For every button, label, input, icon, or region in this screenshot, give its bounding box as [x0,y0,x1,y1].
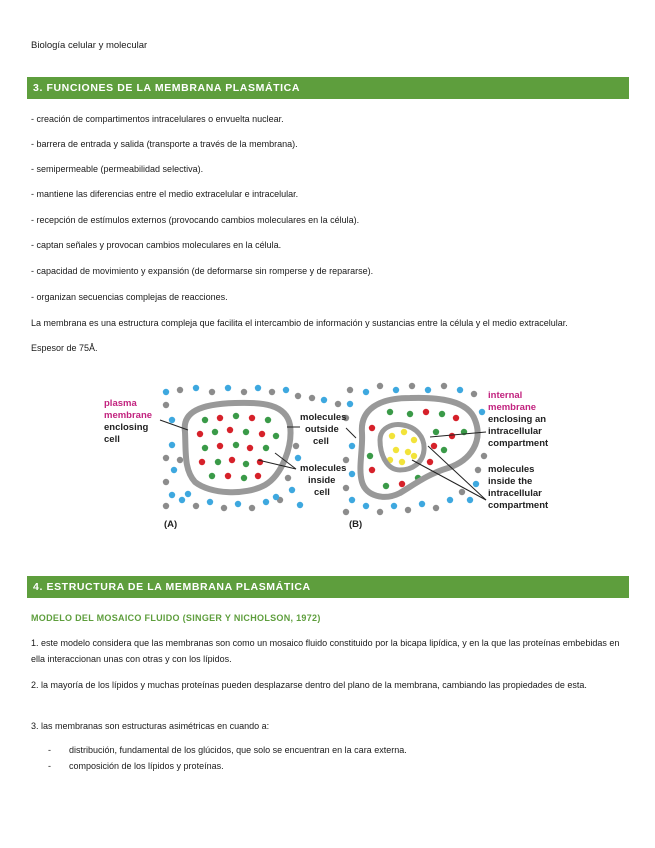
bullet-item-2: composición de los lípidos y proteínas. [69,761,224,771]
molecule-red [449,433,455,439]
molecule-blue [207,499,213,505]
molecule-gray [377,383,383,389]
molecule-green [241,475,247,481]
molecule-green [383,483,389,489]
molecule-green [243,429,249,435]
molecule-green [407,411,413,417]
function-item-1: - creación de compartimentos intracelulares o envuelta nuclear. [31,114,284,124]
molecule-gray [249,505,255,511]
molecule-blue [283,387,289,393]
molecule-gray [409,383,415,389]
molecule-red [453,415,459,421]
inside-label-2: inside [308,475,336,486]
molecule-red [225,473,231,479]
molecule-green [265,417,271,423]
molecule-blue [419,501,425,507]
molecule-red [259,431,265,437]
molecule-blue [349,471,355,477]
inside-label-3: cell [314,487,330,498]
bullet-dash-1: - [48,745,51,755]
molecule-red [255,473,261,479]
enclosing-compartment-1: enclosing an [488,414,547,425]
molecule-green [273,433,279,439]
enclosing-compartment-2: intracellular [488,426,542,437]
molecule-gray [475,467,481,473]
molecule-blue [295,455,301,461]
molecule-gray [335,401,341,407]
molecule-blue [457,387,463,393]
molecule-blue [363,503,369,509]
molecule-blue [163,389,169,395]
molecule-blue [393,387,399,393]
molecule-red [229,457,235,463]
molecule-blue [363,389,369,395]
molecule-gray [177,457,183,463]
molecule-blue [179,497,185,503]
molecule-green [233,442,239,448]
molecule-gray [377,509,383,515]
molecule-red [199,459,205,465]
function-item-3: - semipermeable (permeabilidad selectiva). [31,164,204,174]
molecule-red [369,425,375,431]
molecule-blue [289,487,295,493]
molecule-blue [235,501,241,507]
bullet-dash-2: - [48,761,51,771]
molecule-red [369,467,375,473]
molecule-green [441,447,447,453]
molecule-blue [169,492,175,498]
molecule-gray [309,395,315,401]
molecule-yellow [405,449,411,455]
molecule-green [433,429,439,435]
molecule-red [247,445,253,451]
inside-compartment-2: inside the [488,476,533,487]
molecule-green [212,429,218,435]
molecule-blue [479,409,485,415]
molecule-green [263,445,269,451]
inside-compartment-4: compartment [488,500,549,511]
function-item-6: - captan señales y provocan cambios moleculares en la célula. [31,240,282,250]
molecule-yellow [389,433,395,439]
molecule-blue [349,443,355,449]
molecule-yellow [393,447,399,453]
molecule-gray [343,509,349,515]
molecule-yellow [411,453,417,459]
molecule-green [209,473,215,479]
molecule-green [233,413,239,419]
molecule-green [202,417,208,423]
inside-label-1: molecules [300,463,347,474]
internal-label-1: internal [488,390,523,401]
molecule-gray [293,443,299,449]
molecule-blue [321,397,327,403]
inside-compartment-1: molecules [488,464,535,475]
molecule-gray [459,489,465,495]
molecule-blue [185,491,191,497]
membrane-thickness: Espesor de 75Å. [31,343,98,353]
enclosing-label-2: cell [104,434,120,445]
molecule-red [217,415,223,421]
molecule-yellow [411,437,417,443]
molecule-red [217,443,223,449]
function-item-5: - recepción de estímulos externos (provocando cambios moleculares en la célula). [31,215,360,225]
membrane-summary: La membrana es una estructura compleja que facilita el intercambio de información y sustancias entre la célula y el medio extracelular. [31,318,568,328]
molecule-green [439,411,445,417]
molecule-gray [177,387,183,393]
molecule-gray [481,453,487,459]
molecule-blue [273,494,279,500]
molecule-blue [169,417,175,423]
molecule-gray [269,389,275,395]
plasma-label-1: plasma [104,398,137,409]
paragraph-3: 3. las membranas son estructuras asimétricas en cuando a: [31,721,270,731]
molecule-green [243,461,249,467]
molecule-blue [473,481,479,487]
bullet-item-1: distribución, fundamental de los glúcidos, que solo se encuentran en la cara externa. [69,745,407,755]
plasma-label-2: membrane [104,410,153,421]
caption-a: (A) [164,519,178,530]
molecule-gray [405,507,411,513]
molecule-gray [163,455,169,461]
molecule-gray [471,391,477,397]
molecule-red [249,415,255,421]
function-item-8: - organizan secuencias complejas de reacciones. [31,292,228,302]
molecule-gray [163,479,169,485]
molecule-red [423,409,429,415]
outside-label-1: molecules [300,412,347,423]
section-4-title: 4. ESTRUCTURA DE LA MEMBRANA PLASMÁTICA [27,576,629,598]
enclosing-label-1: enclosing [104,422,149,433]
molecule-gray [343,485,349,491]
fluid-mosaic-subtitle: MODELO DEL MOSAICO FLUIDO (SINGER Y NICHOLSON, 1972) [31,613,321,623]
molecule-blue [171,467,177,473]
molecule-blue [297,502,303,508]
molecule-blue [447,497,453,503]
internal-label-2: membrane [488,402,537,413]
paragraph-1: 1. este modelo considera que las membranas son como un mosaico fluido constituido por la bicapa lipídica, y en la que las proteínas embebidas en ella interaccionan unas con otras y con los lípidos. [31,638,620,664]
molecule-blue [225,385,231,391]
molecule-green [202,445,208,451]
function-item-2: - barrera de entrada y salida (transporte a través de la membrana). [31,139,298,149]
molecule-gray [441,383,447,389]
molecule-red [197,431,203,437]
molecule-blue [391,503,397,509]
leader-line-b-outside [346,428,356,438]
function-item-4: - mantiene las diferencias entre el medio extracelular e intracelular. [31,189,299,199]
membrane-figure [0,380,655,535]
section-3-title: 3. FUNCIONES DE LA MEMBRANA PLASMÁTICA [27,77,629,99]
molecule-gray [193,503,199,509]
molecule-green [367,453,373,459]
inside-compartment-3: intracellular [488,488,542,499]
document-header: Biología celular y molecular [31,40,148,51]
molecule-gray [241,389,247,395]
molecule-green [387,409,393,415]
molecule-blue [263,499,269,505]
outside-label-3: cell [313,436,329,447]
molecule-green [215,459,221,465]
molecule-gray [295,393,301,399]
molecule-yellow [401,429,407,435]
molecule-blue [349,497,355,503]
molecule-red [427,459,433,465]
molecule-gray [347,387,353,393]
molecule-blue [425,387,431,393]
function-item-7: - capacidad de movimiento y expansión (de deformarse sin romperse y de repararse). [31,266,374,276]
molecule-blue [467,497,473,503]
molecule-gray [163,402,169,408]
molecule-blue [169,442,175,448]
molecule-gray [221,505,227,511]
molecule-gray [285,475,291,481]
molecule-gray [433,505,439,511]
molecule-gray [209,389,215,395]
outside-label-2: outside [305,424,339,435]
molecule-gray [163,503,169,509]
molecule-red [257,459,263,465]
molecule-red [399,481,405,487]
enclosing-compartment-3: compartment [488,438,549,449]
molecule-blue [193,385,199,391]
molecule-yellow [399,459,405,465]
caption-b: (B) [349,519,363,530]
molecule-blue [255,385,261,391]
molecule-blue [347,401,353,407]
molecule-red [227,427,233,433]
paragraph-2: 2. la mayoría de los lípidos y muchas proteínas pueden desplazarse dentro del plano de la membrana, cambiando las propiedades de esta. [31,680,587,690]
molecule-red [431,443,437,449]
